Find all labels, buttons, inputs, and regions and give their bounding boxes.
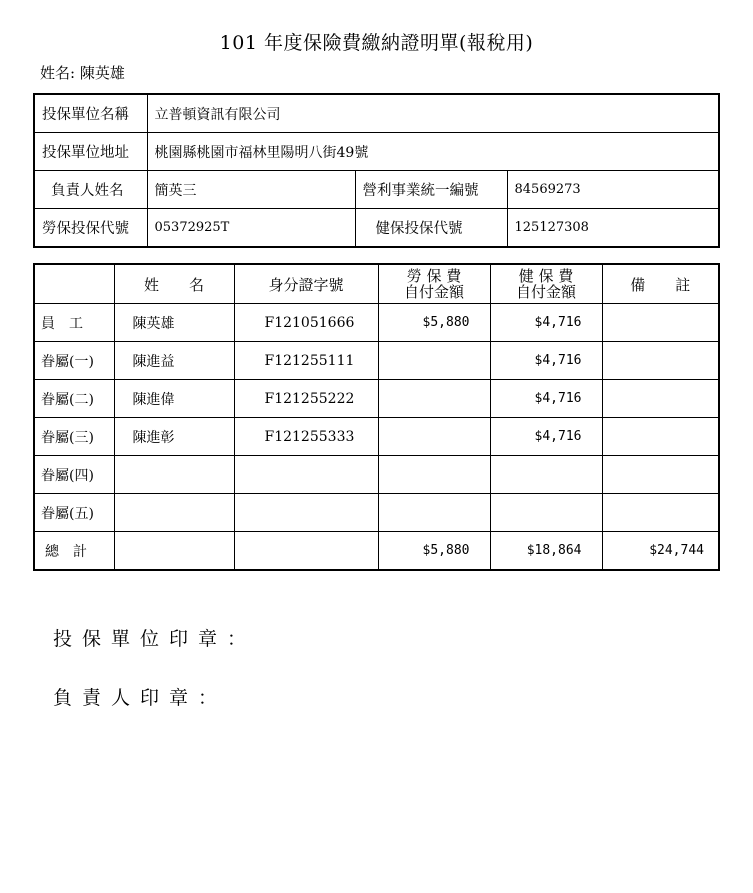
unit-address-label: 投保單位地址 [34,133,147,171]
person-name-value: 陳英雄 [79,64,125,82]
person-name-label: 姓名: [40,64,76,82]
premium-fees-table [33,263,720,571]
row-id [234,456,378,494]
row-health: $4,716 [490,418,602,456]
table-row [34,304,719,342]
owner-row [34,171,719,209]
codes-row [34,209,719,248]
person-name-line [40,62,125,83]
row-labor [378,456,490,494]
unit-seal-label: 投保單位印章： [53,628,257,650]
table-row [34,380,719,418]
tax-id-label: 營利事業統一編號 [355,171,507,209]
row-note [602,342,719,380]
row-name: 陳進偉 [114,380,234,418]
table-row [34,456,719,494]
row-id [234,494,378,532]
row-name: 陳進彰 [114,418,234,456]
row-id: F121255111 [234,342,378,380]
header-name: 姓 名 [114,264,234,304]
total-empty-id [234,532,378,571]
header-health-line1: 健 保 費 [518,267,574,285]
total-labor: $5,880 [378,532,490,571]
row-relation: 眷屬(五) [34,494,114,532]
unit-name-value: 立普頓資訊有限公司 [147,94,719,133]
header-relation [34,264,114,304]
unit-address-row [34,133,719,171]
total-empty-name [114,532,234,571]
row-name: 陳英雄 [114,304,234,342]
row-relation: 眷屬(二) [34,380,114,418]
header-labor-line1: 勞 保 費 [406,267,462,285]
row-labor [378,342,490,380]
owner-seal-label: 負責人印章： [53,687,228,709]
header-note: 備 註 [602,264,719,304]
total-row [34,532,719,571]
row-health [490,456,602,494]
table-row [34,494,719,532]
row-name [114,494,234,532]
header-labor-line2: 自付金額 [403,283,464,301]
row-note [602,304,719,342]
total-health: $18,864 [490,532,602,571]
table-row [34,418,719,456]
row-relation: 眷屬(三) [34,418,114,456]
row-labor [378,418,490,456]
row-name [114,456,234,494]
document-title: 101 年度保險費繳納證明單(報稅用) [219,32,534,54]
row-note [602,418,719,456]
insurance-unit-info-table [33,93,720,248]
row-health: $4,716 [490,380,602,418]
labor-code-value: 05372925T [147,209,355,248]
unit-name-label: 投保單位名稱 [34,94,147,133]
owner-label: 負責人姓名 [34,171,147,209]
header-health [490,264,602,304]
owner-value: 簡英三 [147,171,355,209]
health-code-label: 健保投保代號 [355,209,507,248]
header-labor [378,264,490,304]
row-health: $4,716 [490,304,602,342]
row-labor [378,494,490,532]
total-label: 總 計 [34,532,114,571]
labor-code-label: 勞保投保代號 [34,209,147,248]
health-code-value: 125127308 [507,209,719,248]
row-note [602,456,719,494]
unit-address-value: 桃園縣桃園市福林里陽明八街49號 [147,133,719,171]
row-note [602,380,719,418]
table-row [34,342,719,380]
row-relation: 眷屬(一) [34,342,114,380]
total-grand: $24,744 [602,532,719,571]
row-labor [378,380,490,418]
row-relation: 員 工 [34,304,114,342]
row-labor: $5,880 [378,304,490,342]
row-id: F121255333 [234,418,378,456]
fees-header-row [34,264,719,304]
row-health [490,494,602,532]
unit-name-row [34,94,719,133]
row-name: 陳進益 [114,342,234,380]
row-id: F121051666 [234,304,378,342]
header-health-line2: 自付金額 [515,283,576,301]
row-relation: 眷屬(四) [34,456,114,494]
row-id: F121255222 [234,380,378,418]
tax-id-value: 84569273 [507,171,719,209]
header-id: 身分證字號 [234,264,378,304]
row-note [602,494,719,532]
row-health: $4,716 [490,342,602,380]
